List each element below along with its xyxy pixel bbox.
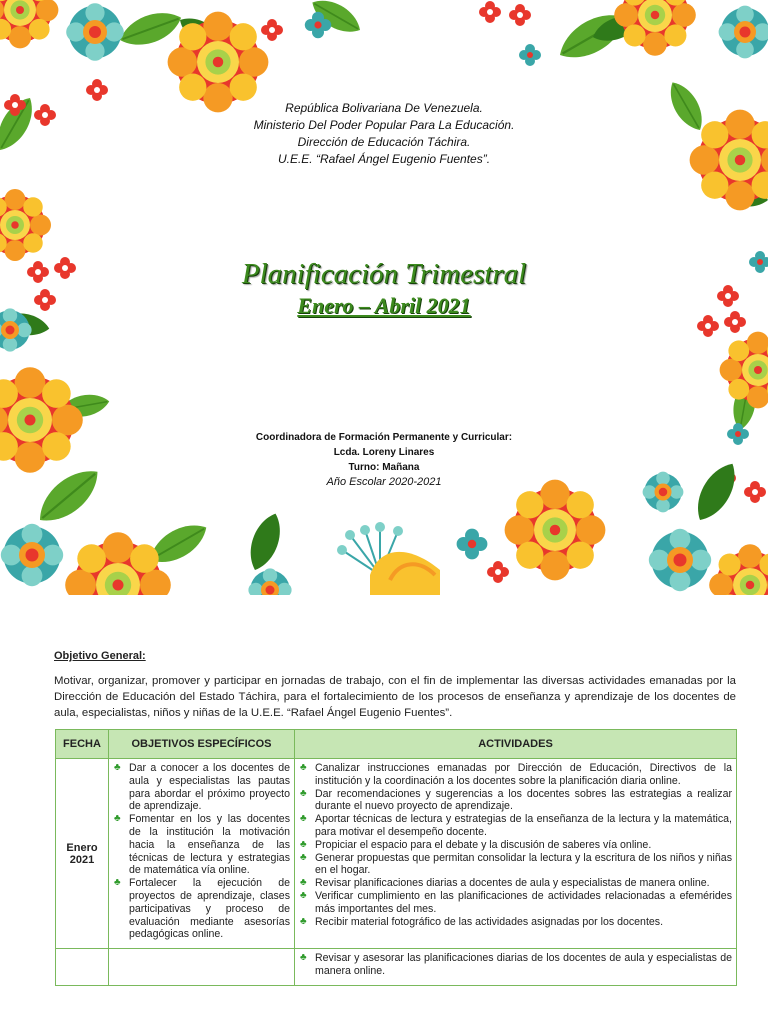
planning-table (55, 729, 737, 986)
objective-section (54, 648, 736, 721)
list-item (299, 952, 732, 978)
club-icon: ♣ (300, 877, 307, 889)
activity-text: Revisar y asesorar las planificaciones diarias de los docentes de aula y especialistas de manera online. (315, 952, 732, 977)
activity-text: Aportar técnicas de lectura y estrategias de la enseñanza de la lectura y la matemática, para motivar el desempeño docente. (315, 813, 732, 838)
table-row (56, 949, 737, 986)
club-icon: ♣ (300, 889, 307, 901)
objective-group (113, 762, 290, 813)
fecha-cell: Enero 2021 (56, 759, 109, 949)
column-header-actividades: ACTIVIDADES (295, 730, 737, 759)
club-icon: ♣ (300, 762, 307, 773)
list-item (299, 788, 732, 814)
header-line: República Bolivariana De Venezuela. (285, 101, 483, 115)
objective-text: Dar a conocer a los docentes de aula y especialistas las pautas para abordar el próximo proyecto de aprendizaje. (129, 762, 290, 813)
club-icon: ♣ (300, 813, 307, 825)
shift: Turno: Mañana (348, 462, 420, 473)
header-line: U.E.E. “Rafael Ángel Eugenio Fuentes”. (277, 152, 491, 166)
list-item (299, 839, 732, 852)
document-subtitle: Enero – Abril 2021 (297, 293, 471, 318)
objetivos-cell (109, 949, 295, 986)
list-item (299, 813, 732, 839)
list-item (299, 916, 732, 929)
coordinator-block (0, 430, 768, 490)
page-gap (0, 595, 768, 625)
list-item (113, 877, 290, 941)
activity-group (299, 813, 732, 877)
fecha-cell (56, 949, 109, 986)
school-year: Año Escolar 2020-2021 (326, 476, 442, 488)
objective-group (113, 813, 290, 877)
list-item (113, 813, 290, 877)
header-line: Dirección de Educación Táchira. (297, 135, 471, 149)
activity-group (299, 952, 732, 978)
activity-group (299, 762, 732, 813)
institution-header (0, 100, 768, 168)
objective-text: Fortalecer la ejecución de proyectos de aprendizaje, clases participativas y proceso de evaluación mediante asesorías pedagógicas online. (129, 877, 290, 941)
table-row (56, 759, 737, 949)
list-item (113, 762, 290, 813)
club-icon: ♣ (300, 787, 307, 799)
document-title: Planificación Trimestral (241, 258, 527, 290)
column-header-objetivos: OBJETIVOS ESPECÍFICOS (109, 730, 295, 759)
objective-text: Fomentar en los y las docentes de la institución la motivación hacia la enseñanza de las técnicas de lectura y estrategias de matemática vía online. (129, 813, 290, 877)
list-item (299, 877, 732, 890)
club-icon: ♣ (300, 952, 307, 964)
actividades-cell (295, 759, 737, 949)
activity-text: Dar recomendaciones y sugerencias a los docentes sobres las estrategias a realizar durante el nuevo proyecto de aprendizaje. (315, 787, 732, 813)
activity-text: Generar propuestas que permitan consolidar la lectura y la escritura de los niños y niñas en el hogar. (315, 851, 732, 877)
activity-text: Recibir material fotográfico de las actividades asignadas por los docentes. (315, 915, 664, 928)
column-header-fecha: FECHA (56, 730, 109, 759)
activity-text: Revisar planificaciones diarias a docentes de aula y especialistas de manera online. (315, 877, 710, 890)
objetivos-cell (109, 759, 295, 949)
activity-text: Canalizar instrucciones emanadas por Dirección de Educación, Directivos de la institución y la coordinación a los docentes sobre la planificación diaria online. (315, 762, 732, 787)
actividades-cell (295, 949, 737, 986)
club-icon: ♣ (300, 851, 307, 863)
list-item (299, 852, 732, 878)
club-icon: ♣ (300, 915, 307, 927)
coordinator-name: Lcda. Loreny Linares (333, 447, 435, 458)
coordinator-role: Coordinadora de Formación Permanente y Curricular: (255, 432, 513, 443)
table-header-row (56, 730, 737, 759)
club-icon: ♣ (114, 813, 121, 825)
activity-text: Verificar cumplimiento en las planificaciones de actividades relacionadas a efemérides más importantes del mes. (315, 889, 732, 915)
club-icon: ♣ (114, 762, 121, 773)
header-line: Ministerio Del Poder Popular Para La Educación. (253, 118, 515, 132)
activity-group (299, 877, 732, 928)
club-icon: ♣ (114, 877, 121, 889)
table-body (56, 759, 737, 986)
list-item (299, 762, 732, 788)
club-icon: ♣ (300, 838, 307, 850)
objective-heading: Objetivo General: (54, 650, 146, 662)
objective-text: Motivar, organizar, promover y participar en jornadas de trabajo, con el fin de implementar las diversas actividades emanadas por la Dirección de Educación del Estado Táchira, para el fortalecimiento de los procesos de enseñanza y aprendizaje de los docentes de aula, especialistas, niños y niñas de la U.E.E. “Rafael Ángel Eugenio Fuentes”. (54, 675, 736, 719)
activity-text: Propiciar el espacio para el debate y la discusión de saberes vía online. (315, 838, 652, 851)
objective-group (113, 877, 290, 941)
list-item (299, 890, 732, 916)
